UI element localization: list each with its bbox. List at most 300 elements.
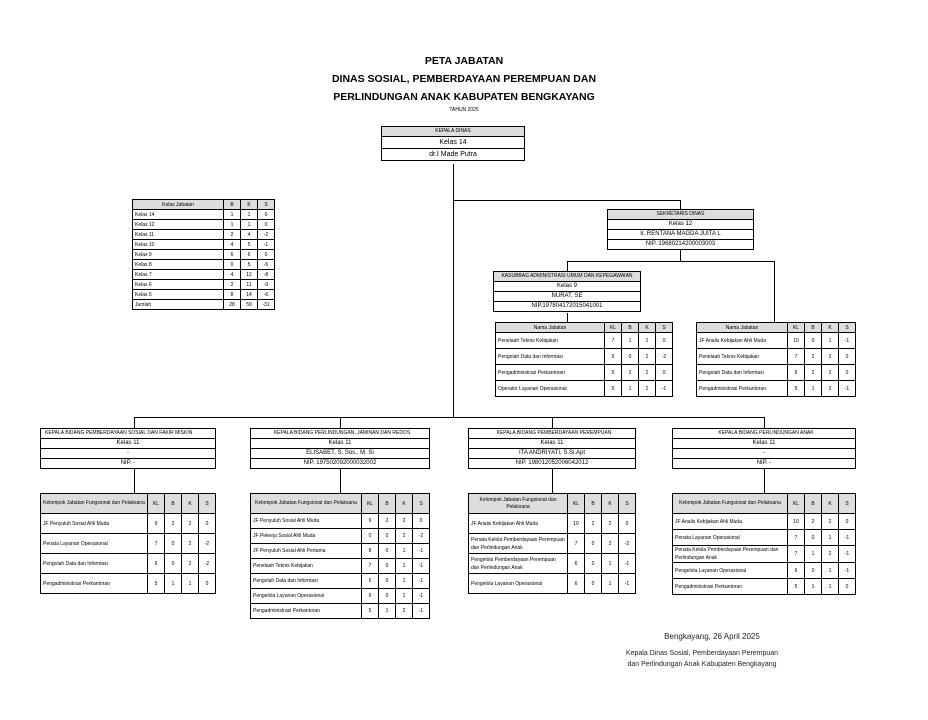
kasubbag-table-header-cell: B — [622, 323, 639, 333]
bidang-table-cell: 6 — [362, 589, 379, 604]
kelas-table-cell: 1 — [224, 220, 241, 230]
bidang-table-row — [251, 559, 430, 574]
bidang-table-row — [251, 574, 430, 589]
bidang-table-row — [673, 563, 856, 579]
sekretaris-table-cell: -1 — [839, 333, 856, 349]
bidang-table-cell: 0 — [379, 574, 396, 589]
kelas-table-cell: Kelas 14 — [133, 210, 224, 220]
bidang-table-cell: 1 — [805, 546, 822, 563]
kelas-table-row — [133, 250, 275, 260]
connector-sek-table-drop — [774, 261, 775, 323]
bidang-title: KEPALA BIDANG PERLINDUNGAN, JAMINAN DAN REDOS — [251, 429, 429, 438]
kasubbag-table-cell: 5 — [605, 381, 622, 397]
kelas-table-cell: 0 — [258, 250, 275, 260]
kasubbag-table-row — [496, 333, 673, 349]
kasubbag-title: KASUBBAG ADMINISTRASI UMUM DAN KEPEGAWAIAN — [494, 272, 640, 281]
bidang-table-cell: JF Analis Kebijakan Ahli Muda — [673, 514, 788, 530]
kelas-table-cell: Kelas 8 — [133, 260, 224, 270]
connector-main-vertical — [453, 164, 454, 418]
kelas-table-cell: Kelas 7 — [133, 270, 224, 280]
bidang-table-cell: 0 — [585, 574, 602, 594]
bidang-box — [40, 428, 216, 469]
page-title: PETA JABATAN — [424, 55, 504, 67]
connector-sekretaris-branch — [567, 261, 774, 262]
sekretaris-table-header-cell: K — [822, 323, 839, 333]
kasubbag-table-cell: 0 — [622, 349, 639, 365]
bidang-table-cell: 1 — [822, 579, 839, 595]
bidang-table-cell: 0 — [379, 544, 396, 559]
kasubbag-table-cell: 2 — [622, 365, 639, 381]
kelas-table-row — [133, 230, 275, 240]
bidang-table-cell: 0 — [805, 530, 822, 546]
kasubbag-table-cell: 1 — [622, 333, 639, 349]
kasubbag-table-cell: 2 — [639, 349, 656, 365]
kasubbag-table-header-cell: S — [656, 323, 673, 333]
bidang-kelas: Kelas 11 — [469, 438, 635, 448]
bidang-table-cell: JF Penyuluh Sosial Ahli Muda — [41, 514, 148, 534]
kelas-table-cell: 2 — [224, 280, 241, 290]
kelas-table-cell: Jumlah — [133, 300, 224, 310]
kelas-table-cell: Kelas 12 — [133, 220, 224, 230]
bidang-kelas: Kelas 11 — [41, 438, 215, 448]
bidang-nip: NIP. 197502092000032002 — [251, 458, 429, 468]
bidang-table-cell: 2 — [165, 514, 182, 534]
bidang-table-header-cell: KL — [362, 494, 379, 514]
bidang-table-cell: 7 — [362, 559, 379, 574]
kasubbag-name: NURAT, SE — [494, 291, 640, 301]
connector-bidang-horizontal — [134, 417, 765, 418]
bidang-table-cell: 1 — [165, 574, 182, 594]
kelas-table-cell: 4 — [224, 240, 241, 250]
sekretaris-table-cell: 6 — [788, 365, 805, 381]
sekretaris-table-cell: 2 — [805, 365, 822, 381]
kelas-table-cell: Kelas 10 — [133, 240, 224, 250]
bidang-table-row — [469, 534, 636, 554]
kasubbag-table-header-cell: Nama Jabatan — [496, 323, 605, 333]
bidang-table-cell: 0 — [165, 554, 182, 574]
kelas-table-cell: 6 — [224, 250, 241, 260]
kelas-table-cell: -8 — [258, 270, 275, 280]
kasubbag-table-row — [496, 381, 673, 397]
bidang-table-cell: 10 — [788, 514, 805, 530]
bidang-table-cell: 2 — [585, 514, 602, 534]
bidang-title: KEPALA BIDANG PEMBERDAYAAN SOSIAL DAN FAKIR MISKIN — [41, 429, 215, 438]
bidang-table-cell: 5 — [148, 574, 165, 594]
kepala-dinas-name: dr.I Made Putra — [382, 148, 524, 160]
sekretaris-table-header-cell: S — [839, 323, 856, 333]
kelas-table-cell: 4 — [224, 270, 241, 280]
bidang-table-cell: 0 — [379, 559, 396, 574]
bidang-table-cell: Pengadministrasi Perkantoran — [251, 604, 362, 619]
connector-to-sekretaris — [453, 200, 681, 201]
kelas-table-cell: 5 — [241, 240, 258, 250]
bidang-table-cell: -2 — [199, 534, 216, 554]
bidang-table-header-cell: B — [379, 494, 396, 514]
sekretaris-table-row — [697, 333, 856, 349]
bidang-jabatan-table — [40, 493, 216, 594]
bidang-table-cell: 5 — [788, 579, 805, 595]
kelas-table-cell: 14 — [241, 290, 258, 300]
bidang-table-header-cell: S — [839, 494, 856, 514]
kelas-table-header-cell: B — [224, 200, 241, 210]
bidang-nip: NIP. - — [41, 458, 215, 468]
bidang-table-cell: 7 — [788, 530, 805, 546]
sekretaris-table-cell: 7 — [788, 349, 805, 365]
sekretaris-table-cell: 0 — [839, 349, 856, 365]
sekretaris-title: SEKRETARIS DINAS — [608, 210, 753, 219]
bidang-table-cell: 2 — [396, 529, 413, 544]
sekretaris-table-row — [697, 381, 856, 397]
bidang-table-cell: 2 — [396, 604, 413, 619]
bidang-table-cell: -1 — [839, 530, 856, 546]
bidang-jabatan-table — [250, 493, 430, 619]
kelas-table-cell: 4 — [241, 230, 258, 240]
bidang-table-cell: JF Penyuluh Sosial Ahli Muda — [251, 514, 362, 529]
kelas-table-cell: -5 — [258, 260, 275, 270]
kasubbag-table-cell: 2 — [639, 381, 656, 397]
kelas-table-cell: 6 — [241, 250, 258, 260]
kasubbag-table-cell: 0 — [656, 333, 673, 349]
kasubbag-table-header-cell: K — [639, 323, 656, 333]
kepala-dinas-title: KEPALA DINAS — [382, 127, 524, 136]
bidang-title: KEPALA BIDANG PERLINDUNGAN ANAK — [673, 429, 855, 438]
bidang-table-cell: 0 — [379, 589, 396, 604]
kelas-table-cell: 0 — [258, 220, 275, 230]
bidang-table-cell: 1 — [396, 574, 413, 589]
bidang-table-cell: -1 — [839, 546, 856, 563]
connector-bidang-4-table — [764, 468, 765, 494]
kelas-table-cell: Kelas 11 — [133, 230, 224, 240]
kelas-table-cell: Kelas 9 — [133, 250, 224, 260]
kasubbag-table-row — [496, 349, 673, 365]
bidang-table-cell: 2 — [182, 554, 199, 574]
kelas-table-cell: -1 — [258, 240, 275, 250]
bidang-table-row — [251, 529, 430, 544]
bidang-table-cell: Pengelola Pemberdayaan Perempuan dan Perlindungan Anak — [469, 554, 568, 574]
bidang-table-cell: 1 — [602, 554, 619, 574]
bidang-table-cell: 2 — [602, 514, 619, 534]
connector-bidang-1-table — [134, 468, 135, 494]
kasubbag-table-cell: Pengadministrasi Perkantoran — [496, 365, 605, 381]
kelas-table-row — [133, 280, 275, 290]
bidang-table-cell: 1 — [602, 574, 619, 594]
sekretaris-table-cell: -1 — [839, 381, 856, 397]
sekretaris-nip: NIP. 19680214200003003 — [608, 239, 753, 249]
sekretaris-table-cell: JF Analis Kebijakan Ahli Muda — [697, 333, 788, 349]
sekretaris-name: Ir. RENTANA MAGDA JUITA L — [608, 229, 753, 239]
bidang-table-header-cell: K — [822, 494, 839, 514]
sekretaris-box — [607, 209, 754, 250]
bidang-table-cell: -1 — [413, 544, 430, 559]
kasubbag-table-cell: 5 — [605, 365, 622, 381]
kelas-table-cell: -6 — [258, 290, 275, 300]
bidang-table-cell: 7 — [788, 546, 805, 563]
bidang-table-cell: -1 — [413, 559, 430, 574]
kasubbag-table-row — [496, 365, 673, 381]
bidang-table-cell: 0 — [413, 514, 430, 529]
sekretaris-table-cell: 2 — [822, 349, 839, 365]
bidang-table-header-cell: KL — [788, 494, 805, 514]
bidang-table-header-cell: KL — [148, 494, 165, 514]
bidang-table-cell: 9 — [362, 514, 379, 529]
bidang-table-row — [41, 574, 216, 594]
sekretaris-table-cell: 1 — [822, 333, 839, 349]
bidang-table-header-cell: B — [805, 494, 822, 514]
kelas-table-cell: 5 — [241, 260, 258, 270]
kasubbag-table-cell: 7 — [605, 333, 622, 349]
bidang-table-cell: Pengadministrasi Perkantoran — [41, 574, 148, 594]
bidang-table-header-cell: K — [602, 494, 619, 514]
bidang-table-cell: 0 — [839, 579, 856, 595]
bidang-table-row — [673, 579, 856, 595]
bidang-table-row — [469, 514, 636, 534]
bidang-table-cell: -1 — [413, 589, 430, 604]
bidang-table-row — [673, 530, 856, 546]
bidang-table-cell: Pengelola Layanan Operasional — [469, 574, 568, 594]
sekretaris-table-header-cell: Nama Jabatan — [697, 323, 788, 333]
bidang-table-row — [673, 514, 856, 530]
bidang-table-cell: 1 — [396, 544, 413, 559]
bidang-table-cell: Pengelola Layanan Operasional — [251, 589, 362, 604]
bidang-table-cell: 1 — [822, 530, 839, 546]
bidang-table-cell: JF Pekerja Sosial Ahli Muda — [251, 529, 362, 544]
bidang-table-header-cell: S — [619, 494, 636, 514]
bidang-table-header-cell: S — [199, 494, 216, 514]
bidang-table-cell: 0 — [585, 554, 602, 574]
signature-place-date: Bengkayang, 26 April 2025 — [664, 632, 760, 641]
kelas-table-cell: 59 — [241, 300, 258, 310]
bidang-table-cell: -1 — [413, 604, 430, 619]
bidang-title: KEPALA BIDANG PEMBERDAYAAN PEREMPUAN — [469, 429, 635, 438]
bidang-table-header-cell: Kelompok Jabatan Fungsional dan Pelaksana — [673, 494, 788, 514]
kasubbag-table-cell: Penelaah Teknis Kebijakan — [496, 333, 605, 349]
bidang-box — [468, 428, 636, 469]
kelas-table-cell: -9 — [258, 280, 275, 290]
bidang-table-cell: -1 — [619, 554, 636, 574]
kasubbag-table-cell: Operator Layanan Operasional — [496, 381, 605, 397]
bidang-table-cell: 5 — [362, 604, 379, 619]
kelas-table-header-cell: K — [241, 200, 258, 210]
bidang-name: ITA ANDRIYATI, S.Si.Apt — [469, 448, 635, 458]
kelas-table-cell: 1 — [241, 210, 258, 220]
kelas-table-cell: 2 — [224, 230, 241, 240]
bidang-table-row — [251, 544, 430, 559]
kelas-table-cell: 11 — [241, 280, 258, 290]
bidang-table-cell: Pengadministrasi Perkantoran — [673, 579, 788, 595]
sekretaris-table-cell: Penelaah Teknis Kebijakan — [697, 349, 788, 365]
bidang-table-cell: -2 — [199, 554, 216, 574]
bidang-table-header-cell: Kelompok Jabatan Fungsional dan Pelaksana — [251, 494, 362, 514]
bidang-table-row — [251, 514, 430, 529]
bidang-table-cell: JF Penyuluh Sosial Ahli Pertama — [251, 544, 362, 559]
bidang-table-cell: -1 — [619, 574, 636, 594]
bidang-table-cell: 2 — [805, 514, 822, 530]
sekretaris-table-row — [697, 349, 856, 365]
bidang-table-cell: Penelaah Teknis Kebijakan — [251, 559, 362, 574]
bidang-table-header-cell: S — [413, 494, 430, 514]
bidang-table-cell: 0 — [585, 534, 602, 554]
kasubbag-table-cell: -1 — [656, 381, 673, 397]
sekretaris-table-cell: 2 — [822, 381, 839, 397]
bidang-table-cell: 7 — [148, 534, 165, 554]
kepala-dinas-box — [381, 126, 525, 161]
bidang-table-cell: 2 — [822, 546, 839, 563]
bidang-table-cell: Pengolah Data dan Informasi — [251, 574, 362, 589]
sekretaris-jabatan-table — [696, 322, 856, 397]
bidang-table-cell: 6 — [148, 554, 165, 574]
bidang-table-row — [251, 589, 430, 604]
sekretaris-table-cell: Pengolah Data dan Informasi — [697, 365, 788, 381]
kelas-table-row — [133, 300, 275, 310]
bidang-kelas: Kelas 11 — [251, 438, 429, 448]
bidang-table-cell: 0 — [199, 514, 216, 534]
bidang-table-header-cell: K — [396, 494, 413, 514]
bidang-table-cell: 2 — [379, 514, 396, 529]
page-year: TAHUN 2025 — [449, 107, 479, 113]
bidang-table-cell: 0 — [199, 574, 216, 594]
bidang-jabatan-table — [468, 493, 636, 594]
sekretaris-table-header-cell: KL — [788, 323, 805, 333]
kelas-table-cell: 0 — [224, 260, 241, 270]
bidang-table-cell: 2 — [602, 534, 619, 554]
kelas-table-cell: -2 — [258, 230, 275, 240]
bidang-table-cell: 0 — [805, 563, 822, 579]
kelas-table-cell: 1 — [241, 220, 258, 230]
kelas-table-row — [133, 260, 275, 270]
bidang-nip: NIP. 198012052006042012 — [469, 458, 635, 468]
bidang-table-cell: 1 — [805, 579, 822, 595]
kelas-table-cell: Kelas 6 — [133, 280, 224, 290]
bidang-table-cell: -1 — [839, 563, 856, 579]
bidang-table-cell: 2 — [182, 534, 199, 554]
bidang-nip: NIP. - — [673, 458, 855, 468]
bidang-table-cell: 6 — [568, 554, 585, 574]
kelas-table-row — [133, 240, 275, 250]
signature-line-1: Kepala Dinas Sosial, Pemberdayaan Perempuan — [625, 650, 779, 657]
kasubbag-table-cell: 2 — [639, 365, 656, 381]
bidang-table-row — [673, 546, 856, 563]
signature-line-2: dan Perlindungan Anak Kabupaten Bengkayang — [627, 661, 777, 668]
bidang-jabatan-table — [672, 493, 856, 595]
kelas-table-cell: 1 — [224, 210, 241, 220]
bidang-box — [672, 428, 856, 469]
kelas-table-header-cell: Kelas Jabatan — [133, 200, 224, 210]
sekretaris-table-row — [697, 365, 856, 381]
bidang-table-cell: 0 — [619, 514, 636, 534]
bidang-table-cell: Penata Kelola Pemberdayaan Perempuan dan Perlindungan Anak — [673, 546, 788, 563]
kelas-table-cell: 8 — [224, 290, 241, 300]
bidang-box — [250, 428, 430, 469]
kasubbag-table-cell: 0 — [656, 365, 673, 381]
kasubbag-box — [493, 271, 641, 312]
bidang-table-cell: 1 — [379, 604, 396, 619]
kelas-table-cell: -31 — [258, 300, 275, 310]
bidang-table-cell: Penata Layanan Operasional — [673, 530, 788, 546]
bidang-table-cell: 2 — [822, 514, 839, 530]
kasubbag-jabatan-table — [495, 322, 673, 397]
page-subtitle-line-2: PERLINDUNGAN ANAK KABUPATEN BENGKAYANG — [333, 91, 595, 103]
sekretaris-table-cell: 10 — [788, 333, 805, 349]
bidang-table-cell: Pengelola Layanan Operasional — [673, 563, 788, 579]
connector-bidang-2-table — [340, 468, 341, 494]
bidang-table-cell: 2 — [396, 514, 413, 529]
bidang-table-cell: Penata Kelola Pemberdayaan Perempuan dan Perlindungan Anak — [469, 534, 568, 554]
bidang-name: ELISABET, S. Sos., M. Si — [251, 448, 429, 458]
bidang-table-cell: 0 — [165, 534, 182, 554]
bidang-table-cell: Penata Layanan Operasional — [41, 534, 148, 554]
connector-bidang-3-table — [552, 468, 553, 494]
bidang-table-cell: 6 — [568, 574, 585, 594]
kelas-table-cell: 12 — [241, 270, 258, 280]
kelas-table-row — [133, 290, 275, 300]
bidang-table-cell: Pengolah Data dan Informasi — [41, 554, 148, 574]
bidang-table-cell: 9 — [148, 514, 165, 534]
bidang-table-cell: -2 — [619, 534, 636, 554]
kelas-summary-table — [132, 199, 275, 310]
kasubbag-table-cell: 1 — [622, 381, 639, 397]
bidang-table-cell: -1 — [413, 574, 430, 589]
bidang-table-header-cell: B — [585, 494, 602, 514]
bidang-table-cell: 0 — [839, 514, 856, 530]
connector-sekretaris-drop — [680, 200, 681, 209]
sekretaris-table-cell: 2 — [822, 365, 839, 381]
bidang-table-header-cell: B — [165, 494, 182, 514]
kasubbag-kelas: Kelas 9 — [494, 281, 640, 291]
kasubbag-table-cell: -2 — [656, 349, 673, 365]
bidang-table-cell: 10 — [568, 514, 585, 534]
bidang-table-row — [41, 514, 216, 534]
bidang-table-row — [41, 534, 216, 554]
connector-kasubbag-drop — [567, 261, 568, 271]
bidang-name: - — [673, 448, 855, 458]
bidang-table-row — [469, 574, 636, 594]
kelas-table-cell: 28 — [224, 300, 241, 310]
bidang-table-row — [41, 554, 216, 574]
bidang-table-header-cell: Kelompok Jabatan Fungsional dan Pelaksana — [469, 494, 568, 514]
bidang-table-cell: JF Analis Kebijakan Ahli Muda — [469, 514, 568, 534]
kelas-table-row — [133, 220, 275, 230]
page-subtitle-line-1: DINAS SOSIAL, PEMBERDAYAAN PEREMPUAN DAN — [331, 73, 597, 85]
kelas-table-row — [133, 210, 275, 220]
kelas-table-row — [133, 270, 275, 280]
bidang-table-header-cell: Kelompok Jabatan Fungsional dan Pelaksana — [41, 494, 148, 514]
kelas-table-cell: 0 — [258, 210, 275, 220]
kasubbag-table-cell: 1 — [639, 333, 656, 349]
bidang-table-cell: 1 — [182, 574, 199, 594]
kelas-table-cell: Kelas 5 — [133, 290, 224, 300]
sekretaris-kelas: Kelas 12 — [608, 219, 753, 229]
page-header — [0, 52, 928, 114]
bidang-name: - — [41, 448, 215, 458]
bidang-table-cell: 6 — [788, 563, 805, 579]
bidang-table-cell: 1 — [396, 589, 413, 604]
bidang-table-cell: 6 — [362, 574, 379, 589]
bidang-table-header-cell: K — [182, 494, 199, 514]
sekretaris-table-cell: Pengadministrasi Perkantoran — [697, 381, 788, 397]
bidang-table-cell: -2 — [413, 529, 430, 544]
bidang-table-row — [251, 604, 430, 619]
bidang-table-cell: 2 — [182, 514, 199, 534]
bidang-table-row — [469, 554, 636, 574]
kasubbag-table-cell: 6 — [605, 349, 622, 365]
sekretaris-table-cell: 5 — [788, 381, 805, 397]
bidang-table-cell: 0 — [362, 529, 379, 544]
bidang-table-cell: 0 — [379, 529, 396, 544]
sekretaris-table-cell: 2 — [805, 349, 822, 365]
bidang-table-cell: 7 — [568, 534, 585, 554]
bidang-kelas: Kelas 11 — [673, 438, 855, 448]
sekretaris-table-cell: 0 — [839, 365, 856, 381]
